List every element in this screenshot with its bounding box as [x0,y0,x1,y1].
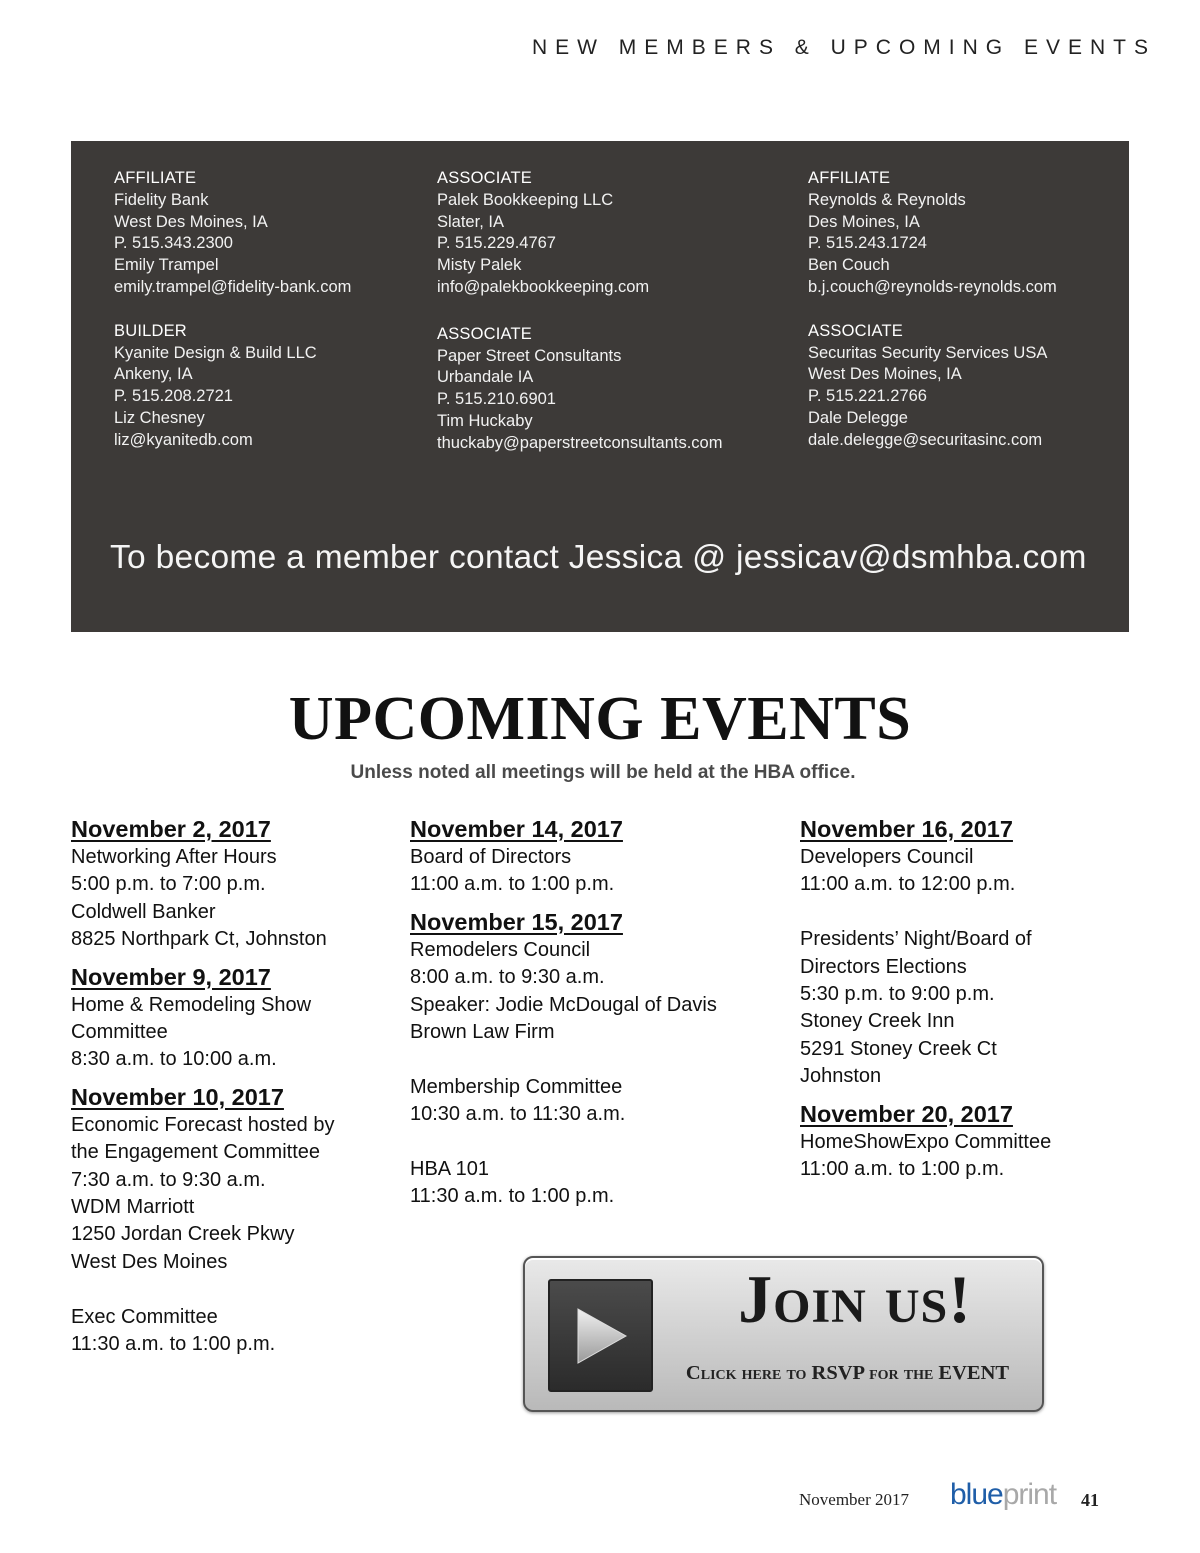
event-detail: Johnston [800,1065,882,1088]
event-group [71,963,334,1074]
member-contact: Ben Couch [808,256,890,275]
event-detail: Speaker: Jodie McDougal of Davis [410,993,717,1016]
play-icon[interactable] [548,1279,653,1392]
members-column-1 [114,168,351,452]
member-entry [114,321,351,452]
member-entry [437,324,722,455]
member-contact: Liz Chesney [114,408,205,427]
event-detail: 11:30 a.m. to 1:00 p.m. [410,1185,615,1208]
become-member-text: To become a member contact Jessica @ jessicav@dsmhba.com [110,539,1087,576]
event-detail: Economic Forecast hosted by [71,1113,335,1136]
member-contact: Tim Huckaby [437,411,533,430]
event-detail: Coldwell Banker [71,900,216,923]
events-column-2 [410,815,717,1211]
member-phone: P. 515.229.4767 [437,234,556,253]
member-email[interactable]: info@palekbookkeeping.com [437,277,650,296]
member-email[interactable]: b.j.couch@reynolds-reynolds.com [808,277,1057,296]
event-detail: West Des Moines [71,1250,228,1273]
new-members-panel [71,141,1129,632]
event-detail: 11:00 a.m. to 1:00 p.m. [410,873,615,896]
blueprint-logo [950,1478,1056,1512]
member-contact: Emily Trampel [114,256,219,275]
event-date: November 15, 2017 [410,908,623,935]
event-group [71,815,334,954]
members-column-2 [437,168,722,455]
event-detail: 5:00 p.m. to 7:00 p.m. [71,873,266,896]
event-detail: 1250 Jordan Creek Pkwy [71,1223,295,1246]
member-email[interactable]: emily.trampel@fidelity-bank.com [114,277,352,296]
member-contact: Misty Palek [437,256,522,275]
events-column-3 [800,815,1051,1183]
event-detail: HBA 101 [410,1158,489,1181]
member-phone: P. 515.343.2300 [114,234,233,253]
event-detail: 5291 Stoney Creek Ct [800,1037,997,1060]
event-detail: 11:00 a.m. to 12:00 p.m. [800,873,1016,896]
section-title: NEW MEMBERS & UPCOMING EVENTS [531,36,1156,59]
member-location: Ankeny, IA [114,365,193,384]
event-detail: Brown Law Firm [410,1021,555,1044]
event-detail: 11:30 a.m. to 1:00 p.m. [71,1333,276,1356]
member-phone: P. 515.210.6901 [437,390,556,409]
event-detail: 8825 Northpark Ct, Johnston [71,928,327,951]
join-us-rsvp-button[interactable] [523,1256,1044,1412]
event-spacer [410,1129,717,1156]
event-detail: Directors Elections [800,955,967,978]
event-date: November 20, 2017 [800,1100,1013,1127]
members-column-3 [808,168,1057,452]
event-group [71,1083,334,1359]
member-name: Paper Street Consultants [437,346,622,365]
event-detail: Committee [71,1021,168,1044]
member-category: BUILDER [114,321,187,340]
member-contact: Dale Delegge [808,408,908,427]
member-phone: P. 515.221.2766 [808,387,927,406]
event-date: November 10, 2017 [71,1083,284,1110]
event-detail: WDM Marriott [71,1196,195,1219]
rsvp-subline: Click here to RSVP for the EVENT [685,1362,1010,1384]
event-spacer [71,1276,334,1303]
event-detail: Presidents’ Night/Board of [800,928,1032,951]
event-detail: Stoney Creek Inn [800,1010,955,1033]
event-date: November 2, 2017 [71,816,271,842]
member-location: West Des Moines, IA [808,365,962,384]
event-detail: the Engagement Committee [71,1141,321,1164]
event-spacer [800,899,1051,926]
event-date: November 14, 2017 [410,816,623,842]
event-detail: HomeShowExpo Committee [800,1130,1052,1153]
member-phone: P. 515.208.2721 [114,387,233,406]
member-email[interactable]: dale.delegge@securitasinc.com [808,430,1043,449]
member-email[interactable]: liz@kyanitedb.com [114,430,253,449]
member-name: Palek Bookkeeping LLC [437,190,614,209]
event-detail: Board of Directors [410,846,572,868]
member-name: Securitas Security Services USA [808,343,1048,362]
event-detail: Home & Remodeling Show [71,993,312,1016]
member-category: AFFILIATE [114,169,197,187]
events-title: UPCOMING EVENTS [288,685,912,753]
logo-part-print: print [1002,1478,1057,1511]
event-detail: 5:30 p.m. to 9:00 p.m. [800,983,995,1006]
event-detail: Exec Committee [71,1305,218,1328]
event-detail: 11:00 a.m. to 1:00 p.m. [800,1158,1005,1181]
member-entry [114,168,351,299]
event-spacer [410,1046,717,1073]
member-location: Urbandale IA [437,368,534,387]
member-category: AFFILIATE [808,169,891,187]
member-name: Fidelity Bank [114,190,209,209]
event-group [410,908,717,1211]
member-email[interactable]: thuckaby@paperstreetconsultants.com [437,433,723,452]
event-detail: Membership Committee [410,1075,623,1098]
event-detail: 7:30 a.m. to 9:30 a.m. [71,1168,266,1191]
member-location: Des Moines, IA [808,212,920,231]
member-location: Slater, IA [437,212,504,231]
event-detail: 8:00 a.m. to 9:30 a.m. [410,966,605,989]
member-category: ASSOCIATE [437,324,533,343]
page-number: 41 [1081,1490,1099,1510]
footer-month: November 2017 [799,1490,910,1509]
event-detail: Remodelers Council [410,938,591,961]
events-column-1 [71,815,334,1358]
event-detail: 10:30 a.m. to 11:30 a.m. [410,1103,626,1126]
event-date: November 9, 2017 [71,963,271,990]
member-entry [437,168,722,299]
events-subtitle: Unless noted all meetings will be held at the HBA office. [350,762,856,783]
event-group [800,1100,1051,1184]
event-detail: Networking After Hours [71,846,277,868]
member-category: ASSOCIATE [437,169,533,187]
member-category: ASSOCIATE [808,321,904,340]
member-phone: P. 515.243.1724 [808,234,927,253]
event-group [410,815,717,899]
member-name: Kyanite Design & Build LLC [114,343,317,362]
event-detail: 8:30 a.m. to 10:00 a.m. [71,1048,277,1071]
join-us-headline: Join us! [738,1261,972,1337]
event-date: November 16, 2017 [800,816,1013,842]
member-entry [808,321,1057,452]
member-name: Reynolds & Reynolds [808,190,966,209]
member-location: West Des Moines, IA [114,212,268,231]
member-entry [808,168,1057,299]
event-group [800,815,1051,1091]
event-detail: Developers Council [800,846,974,868]
logo-part-blue: blue [950,1478,1003,1511]
